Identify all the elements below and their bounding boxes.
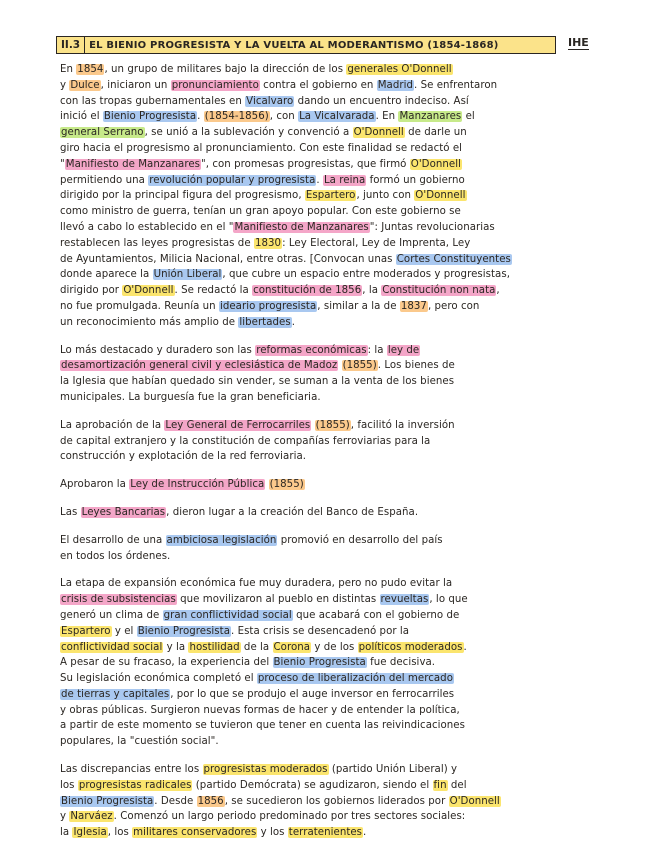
text-line	[60, 283, 600, 299]
text-run: Lo más destacado y duradero son las	[60, 344, 256, 356]
highlight-blue: Vicalvaro	[246, 95, 294, 107]
text-line	[60, 343, 600, 359]
text-run: ,	[496, 285, 500, 297]
text-run: A pesar de su fracaso, la experiencia del	[60, 657, 273, 669]
highlight-yellow: Narváez	[70, 811, 113, 823]
text-run: .	[316, 174, 323, 186]
text-run: y obras públicas. Surgieron nuevas formas de hacer y de entender la política,	[60, 704, 460, 716]
text-run: en todos los órdenes.	[60, 550, 171, 562]
text-line	[60, 125, 600, 141]
highlight-orange: 1856	[197, 795, 224, 807]
highlight-blue: Bienio Progresista	[61, 795, 154, 807]
highlight-green: general Serrano	[61, 127, 144, 139]
highlight-pink: Ley de Instrucción Pública	[130, 479, 265, 491]
text-run: : Ley Electoral, Ley de Imprenta, Ley	[282, 237, 471, 249]
text-run: populares, la "cuestión social".	[60, 736, 219, 748]
text-line	[60, 157, 600, 173]
highlight-orange: Dulce	[70, 79, 100, 91]
highlight-yellow: militares conservadores	[133, 827, 257, 839]
text-line	[60, 252, 600, 268]
highlight-blue: Madrid	[377, 79, 414, 91]
text-line	[60, 141, 600, 157]
highlight-yellow: O'Donnell	[449, 795, 500, 807]
paragraph	[60, 477, 600, 493]
text-run: de capital extranjero y la constitución de compañías ferroviarias para la	[60, 435, 431, 447]
highlight-green: Manzanares	[399, 111, 462, 123]
text-run: , pero con	[427, 300, 480, 312]
text-run: .	[463, 641, 467, 653]
text-run: , iniciaron un	[100, 79, 171, 91]
text-run: el	[462, 111, 475, 123]
text-run: ": Juntas revolucionarias	[369, 221, 495, 233]
highlight-yellow: Espartero	[305, 190, 356, 202]
text-run: y la	[163, 641, 189, 653]
highlight-orange: (1855)	[315, 419, 350, 431]
text-line	[60, 825, 600, 841]
text-run: El desarrollo de una	[60, 534, 166, 546]
text-line	[60, 576, 600, 592]
paragraph	[60, 62, 600, 331]
text-run: dirigido por la principal figura del progresismo,	[60, 190, 305, 202]
text-run: que movilizaron al pueblo en distintas	[176, 594, 380, 606]
highlight-pink: ley de	[387, 344, 420, 356]
highlight-yellow: O'Donnell	[410, 158, 461, 170]
text-run: , lo que	[429, 594, 468, 606]
highlight-blue: libertades	[239, 316, 291, 328]
highlight-orange: (1855)	[342, 360, 377, 372]
text-line	[60, 734, 600, 750]
text-line	[60, 640, 600, 656]
text-run: y de los	[311, 641, 358, 653]
text-line	[60, 173, 600, 189]
text-line	[60, 449, 600, 465]
page-header	[56, 36, 598, 56]
text-line	[60, 78, 600, 94]
text-line	[60, 358, 600, 374]
paragraph	[60, 418, 600, 465]
text-run: dando un encuentro indeciso. Así	[294, 95, 469, 107]
text-run: .	[291, 316, 296, 328]
text-line	[60, 204, 600, 220]
text-run: La aprobación de la	[60, 419, 165, 431]
text-line	[60, 624, 600, 640]
text-run: .	[363, 827, 367, 839]
text-run: ", con promesas progresistas, que firmó	[201, 158, 410, 170]
highlight-orange: (1854-1856)	[204, 111, 269, 123]
text-run: , dieron lugar a la creación del Banco de España.	[166, 506, 419, 518]
paragraph	[60, 576, 600, 750]
text-run: , facilitó la inversión	[350, 419, 455, 431]
text-run: , se unió a la sublevación y convenció a	[144, 127, 353, 139]
text-run: fue decisiva.	[366, 657, 436, 669]
text-run: generó un clima de	[60, 609, 163, 621]
text-run: y	[60, 811, 70, 823]
highlight-pink: reformas económicas	[256, 344, 367, 356]
highlight-blue: ideario progresista	[219, 300, 317, 312]
text-line	[60, 718, 600, 734]
text-run: formó un gobierno	[366, 174, 465, 186]
text-line	[60, 477, 600, 493]
highlight-pink: constitución de 1856	[253, 285, 362, 297]
highlight-yellow: 1830	[254, 237, 282, 249]
highlight-pink: Manifiesto de Manzanares	[234, 221, 369, 233]
text-line	[60, 533, 600, 549]
text-run: . En	[375, 111, 399, 123]
highlight-pink: Ley General de Ferrocarriles	[165, 419, 311, 431]
text-run: la Iglesia que habían quedado sin vender, se suman a la venta de los bienes	[60, 376, 455, 388]
text-run: de Ayuntamientos, Milicia Nacional, entre otras. [Convocan unas	[60, 253, 396, 265]
paragraph	[60, 533, 600, 565]
text-run: , los	[107, 827, 133, 839]
text-run: (partido Unión Liberal) y	[328, 764, 458, 776]
highlight-blue: Bienio Progresista	[103, 111, 197, 123]
highlight-yellow: O'Donnell	[123, 285, 174, 297]
text-run: Aprobaron la	[60, 479, 130, 491]
text-run: . Esta crisis se desencadenó por la	[231, 625, 410, 637]
text-line	[60, 703, 600, 719]
text-run: , que cubre un espacio entre moderados y progresistas,	[222, 269, 510, 281]
text-line	[60, 592, 600, 608]
text-run: , un grupo de militares bajo la dirección de los	[104, 64, 347, 75]
text-line	[60, 236, 600, 252]
highlight-blue: Bienio Progresista	[273, 657, 366, 669]
text-line	[60, 188, 600, 204]
text-run: y	[60, 79, 70, 91]
text-run: a partir de este momento se tuvieron que tener en cuenta las reivindicaciones	[60, 720, 465, 732]
highlight-yellow: Espartero	[61, 625, 111, 637]
text-run: (partido Demócrata) se agudizaron, siendo el	[192, 779, 433, 791]
text-run: : la	[367, 344, 387, 356]
notes-body	[60, 62, 600, 847]
text-line	[60, 374, 600, 390]
text-line	[60, 267, 600, 283]
text-line	[60, 109, 600, 125]
text-run: los	[60, 779, 78, 791]
text-line	[60, 794, 600, 810]
highlight-yellow: fin	[433, 779, 447, 791]
text-run: . Se enfrentaron	[414, 79, 498, 91]
text-run: , con	[269, 111, 299, 123]
highlight-yellow: conflictividad social	[61, 641, 163, 653]
highlight-orange: 1854	[77, 64, 104, 75]
text-line	[60, 778, 600, 794]
highlight-yellow: generales O'Donnell	[347, 64, 452, 75]
text-run: construcción y explotación de la red ferroviaria.	[60, 451, 307, 463]
highlight-pink: La reina	[323, 174, 366, 186]
highlight-orange: 1837	[400, 300, 427, 312]
text-run: donde aparece la	[60, 269, 153, 281]
highlight-yellow: Corona	[273, 641, 311, 653]
text-run: contra el gobierno en	[259, 79, 377, 91]
text-run: permitiendo una	[60, 174, 149, 186]
text-line	[60, 299, 600, 315]
highlight-blue: de tierras y capitales	[61, 688, 170, 700]
text-line	[60, 549, 600, 565]
text-line	[60, 94, 600, 110]
highlight-pink: desamortización general civil y eclesiástica de Madoz	[61, 360, 338, 372]
text-run: inició el	[60, 111, 103, 123]
highlight-pink: Constitución non nata	[382, 285, 496, 297]
text-run: promovió en desarrollo del país	[277, 534, 443, 546]
text-run: de la	[240, 641, 273, 653]
text-run: del	[447, 779, 467, 791]
text-line	[60, 505, 600, 521]
text-run: . Comenzó un largo periodo predominado por tres sectores sociales:	[113, 811, 466, 823]
text-run: y el	[111, 625, 137, 637]
text-line	[60, 434, 600, 450]
highlight-yellow: O'Donnell	[353, 127, 404, 139]
text-line	[60, 220, 600, 236]
highlight-pink: pronunciamiento	[171, 79, 259, 91]
highlight-blue: revolución popular y progresista	[149, 174, 316, 186]
text-run: "	[60, 158, 65, 170]
text-run: de darle un	[404, 127, 467, 139]
highlight-yellow: Iglesia	[73, 827, 107, 839]
text-run: Las discrepancias entre los	[60, 764, 203, 776]
highlight-blue: Cortes Constituyentes	[396, 253, 511, 265]
text-line	[60, 762, 600, 778]
text-run: giro hacia el progresismo al pronunciamiento. Con este finalidad se redactó el	[60, 142, 463, 154]
text-run: , por lo que se produjo el auge inversor en ferrocarriles	[170, 688, 455, 700]
highlight-blue: gran conflictividad social	[163, 609, 292, 621]
text-line	[60, 687, 600, 703]
text-run: municipales. La burguesía fue la gran beneficiaria.	[60, 391, 321, 403]
text-run: llevó a cabo lo establecido en el "	[60, 221, 234, 233]
highlight-blue: revueltas	[380, 594, 429, 606]
text-line	[60, 608, 600, 624]
text-run: , similar a la de	[317, 300, 400, 312]
highlight-orange: (1855)	[269, 479, 304, 491]
highlight-yellow: políticos moderados	[358, 641, 463, 653]
text-run: Su legislación económica completó el	[60, 673, 257, 685]
highlight-blue: Bienio Progresista	[137, 625, 231, 637]
paragraph	[60, 343, 600, 406]
highlight-yellow: progresistas radicales	[78, 779, 192, 791]
text-run: con las tropas gubernamentales en	[60, 95, 246, 107]
highlight-yellow: terratenientes	[288, 827, 363, 839]
text-run: como ministro de guerra, tenían un gran apoyo popular. Con este gobierno se	[60, 206, 461, 218]
text-run: restablecen las leyes progresistas de	[60, 237, 254, 249]
title-box	[56, 36, 556, 54]
text-line	[60, 315, 600, 331]
highlight-pink: crisis de subsistencias	[61, 594, 176, 606]
text-run: y los	[257, 827, 288, 839]
text-run: . Los bienes de	[377, 360, 455, 372]
text-run: dirigido por	[60, 285, 123, 297]
text-run: .	[197, 111, 204, 123]
text-run: , la	[362, 285, 382, 297]
text-run: un reconocimiento más amplio de	[60, 316, 239, 328]
text-run: la	[60, 827, 73, 839]
highlight-blue: proceso de liberalización del mercado	[257, 673, 453, 685]
text-run: no fue promulgada. Reunía un	[60, 300, 219, 312]
text-run: La etapa de expansión económica fue muy duradera, pero no pudo evitar la	[60, 578, 453, 590]
text-line	[60, 655, 600, 671]
text-run: En	[60, 64, 77, 75]
section-number: II.3	[57, 37, 85, 53]
author-initials: IHE	[568, 36, 589, 49]
paragraph	[60, 505, 600, 521]
text-run: que acabará con el gobierno de	[292, 609, 460, 621]
text-line	[60, 671, 600, 687]
highlight-blue: La Vicalvarada	[299, 111, 375, 123]
text-line	[60, 418, 600, 434]
text-run: . Desde	[154, 795, 197, 807]
highlight-blue: ambiciosa legislación	[166, 534, 277, 546]
text-run: . Se redactó la	[174, 285, 253, 297]
text-run: Las	[60, 506, 81, 518]
highlight-blue: Unión Liberal	[153, 269, 222, 281]
highlight-pink: Manifiesto de Manzanares	[65, 158, 201, 170]
text-line	[60, 62, 600, 78]
text-line	[60, 390, 600, 406]
highlight-yellow: O'Donnell	[415, 190, 466, 202]
page-title: EL BIENIO PROGRESISTA Y LA VUELTA AL MODERANTISMO (1854-1868)	[89, 39, 499, 51]
text-run: , se sucedieron los gobiernos liderados por	[224, 795, 449, 807]
paragraph	[60, 762, 600, 841]
highlight-pink: Leyes Bancarias	[81, 506, 166, 518]
highlight-yellow: progresistas moderados	[203, 764, 328, 776]
text-run: , junto con	[356, 190, 415, 202]
highlight-yellow: hostilidad	[189, 641, 240, 653]
text-line	[60, 809, 600, 825]
